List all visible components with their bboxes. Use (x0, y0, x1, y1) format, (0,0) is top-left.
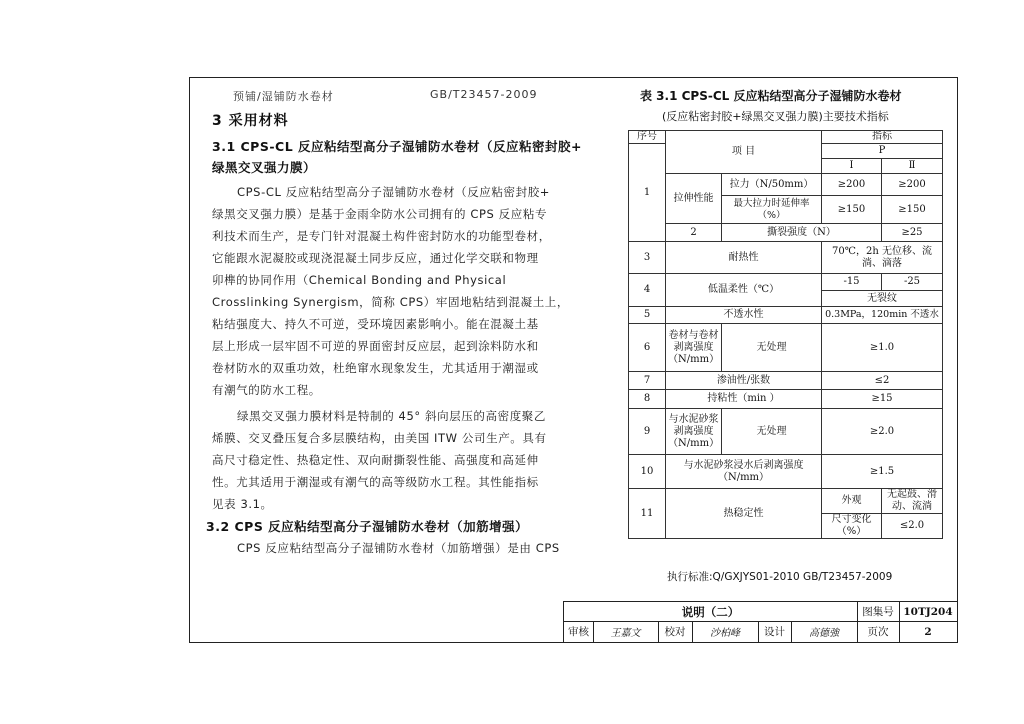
item-label: 渗油性/张数 (666, 372, 822, 390)
item-label: 撕裂强度（N） (722, 224, 882, 242)
item-label: 不透水性 (666, 307, 822, 324)
body-line: 有潮气的防水工程。 (212, 383, 321, 397)
atlas-label: 图集号 (862, 606, 894, 618)
row-no: 2 (666, 224, 722, 242)
body-line: 卷材防水的双重功效，杜绝窜水现象发生，尤其适用于潮湿或 (212, 361, 539, 375)
value-cell: ≥15 (822, 390, 943, 409)
row-no: 11 (629, 489, 666, 539)
page-number: 2 (924, 625, 932, 638)
row-no: 7 (629, 372, 666, 390)
body-line: 烯膜、交叉叠压复合多层膜结构，由美国 ITW 公司生产。具有 (212, 431, 547, 445)
body-line: 卯榫的协同作用（Chemical Bonding and Physical (212, 273, 507, 287)
section-title: 3 采用材料 (212, 113, 289, 129)
s32-line: CPS 反应粘结型高分子湿铺防水卷材（加筋增强）是由 CPS (237, 541, 560, 555)
condition-label: 无处理 (722, 324, 822, 372)
item-label: 拉力（N/50mm） (722, 174, 822, 196)
item-label: 外观 (822, 489, 882, 514)
review-label: 审核 (568, 626, 589, 638)
body-line: 绿黑交叉强力膜材料是特制的 45° 斜向层压的高密度聚乙 (237, 409, 546, 423)
item-label: 最大拉力时延伸率（%） (722, 196, 822, 224)
table-subtitle: (反应粘密封胶+绿黑交叉强力膜)主要技术指标 (662, 110, 889, 123)
check-label: 校对 (664, 626, 686, 638)
row-no: 6 (629, 324, 666, 372)
item-label: 尺寸变化（%） (822, 514, 882, 539)
title-block (563, 601, 958, 643)
body-line: 高尺寸稳定性、热稳定性、双向耐撕裂性能、高强度和高延伸 (212, 453, 539, 467)
body-line: 粘结强度大、持久不可逆，受环境因素影响小。能在混凝土基 (212, 317, 539, 331)
header-index: 指标 (822, 131, 943, 144)
value-cell: ≥200 (882, 174, 943, 196)
item-label: 与水泥砂浆剥离强度（N/mm） (666, 409, 722, 455)
value-cell: 70℃，2h 无位移、流淌、滴落 (822, 242, 943, 274)
row-no: 4 (629, 274, 666, 307)
body-line: 性。尤其适用于潮湿或有潮气的高等级防水工程。其性能指标 (212, 475, 539, 489)
s31-title-line2: 绿黑交叉强力膜） (212, 160, 317, 175)
header-left: 预铺/湿铺防水卷材 (233, 90, 334, 103)
sheet-title: 说明（二） (681, 604, 740, 619)
spec-table (628, 130, 943, 539)
check-signature: 沙柏峰 (710, 628, 740, 639)
design-signature: 高德強 (809, 628, 839, 639)
body-line: 利技术而生产，是专门针对混凝土构件密封防水的功能型卷材， (212, 229, 551, 243)
item-label: 耐热性 (666, 242, 822, 274)
body-line: 绿黑交叉强力膜）是基于金雨伞防水公司拥有的 CPS 反应粘专 (212, 207, 548, 221)
standard-note: 执行标准:Q/GXJYS01-2010 GB/T23457-2009 (667, 571, 893, 583)
atlas-number: 10TJ204 (903, 605, 953, 618)
table-title: 表 3.1 CPS-CL 反应粘结型高分子湿铺防水卷材 (640, 89, 902, 103)
value-cell: ≥1.5 (822, 455, 943, 489)
value-cell: 无起鼓、滑动、流淌 (882, 489, 943, 514)
value-cell: ≥150 (882, 196, 943, 224)
header-grade-1: Ⅰ (822, 159, 882, 174)
header-no: 序号 (629, 131, 666, 144)
header-standard: GB/T23457-2009 (430, 88, 538, 101)
body-line: CPS-CL 反应粘结型高分子湿铺防水卷材（反应粘密封胶+ (237, 185, 551, 199)
row-no: 3 (629, 242, 666, 274)
item-label: 与水泥砂浆浸水后剥离强度（N/mm） (666, 455, 822, 489)
header-p: P (822, 144, 943, 159)
value-cell: ≥150 (822, 196, 882, 224)
value-cell: ≤2 (822, 372, 943, 390)
header-grade-2: Ⅱ (882, 159, 943, 174)
value-cell: -15 (822, 274, 882, 291)
s31-title-line1: 3.1 CPS-CL 反应粘结型高分子湿铺防水卷材（反应粘密封胶+ (212, 139, 582, 154)
page-label: 页次 (867, 626, 889, 638)
item-label: 低温柔性（℃） (666, 274, 822, 307)
value-cell: ≥25 (882, 224, 943, 242)
body-line: 见表 3.1。 (212, 497, 273, 511)
value-cell: -25 (882, 274, 943, 291)
row-no: 10 (629, 455, 666, 489)
value-cell: ≥200 (822, 174, 882, 196)
group-label: 热稳定性 (666, 489, 822, 539)
body-line: 层上形成一层牢固不可逆的界面密封反应层，起到涂料防水和 (212, 339, 539, 353)
body-line: 它能跟水泥凝胶或现浇混凝土同步反应，通过化学交联和物理 (212, 251, 539, 265)
design-label: 设计 (764, 626, 785, 638)
value-cell: ≤2.0 (882, 514, 943, 539)
review-signature: 王嘉文 (610, 628, 641, 639)
item-label: 持粘性（min ） (666, 390, 822, 409)
row-no: 1 (629, 144, 666, 242)
row-no: 5 (629, 307, 666, 324)
row-no: 8 (629, 390, 666, 409)
value-cell: 0.3MPa，120min 不透水 (822, 307, 943, 324)
value-cell: 无裂纹 (822, 291, 943, 307)
group-label: 拉伸性能 (666, 174, 722, 224)
condition-label: 无处理 (722, 409, 822, 455)
row-no: 9 (629, 409, 666, 455)
value-cell: ≥2.0 (822, 409, 943, 455)
item-label: 卷材与卷材剥离强度（N/mm） (666, 324, 722, 372)
header-item: 项 目 (666, 131, 822, 174)
body-line: Crosslinking Synergism，简称 CPS）牢固地粘结到混凝土上， (212, 295, 570, 309)
s32-title: 3.2 CPS 反应粘结型高分子湿铺防水卷材（加筋增强） (206, 519, 529, 534)
value-cell: ≥1.0 (822, 324, 943, 372)
